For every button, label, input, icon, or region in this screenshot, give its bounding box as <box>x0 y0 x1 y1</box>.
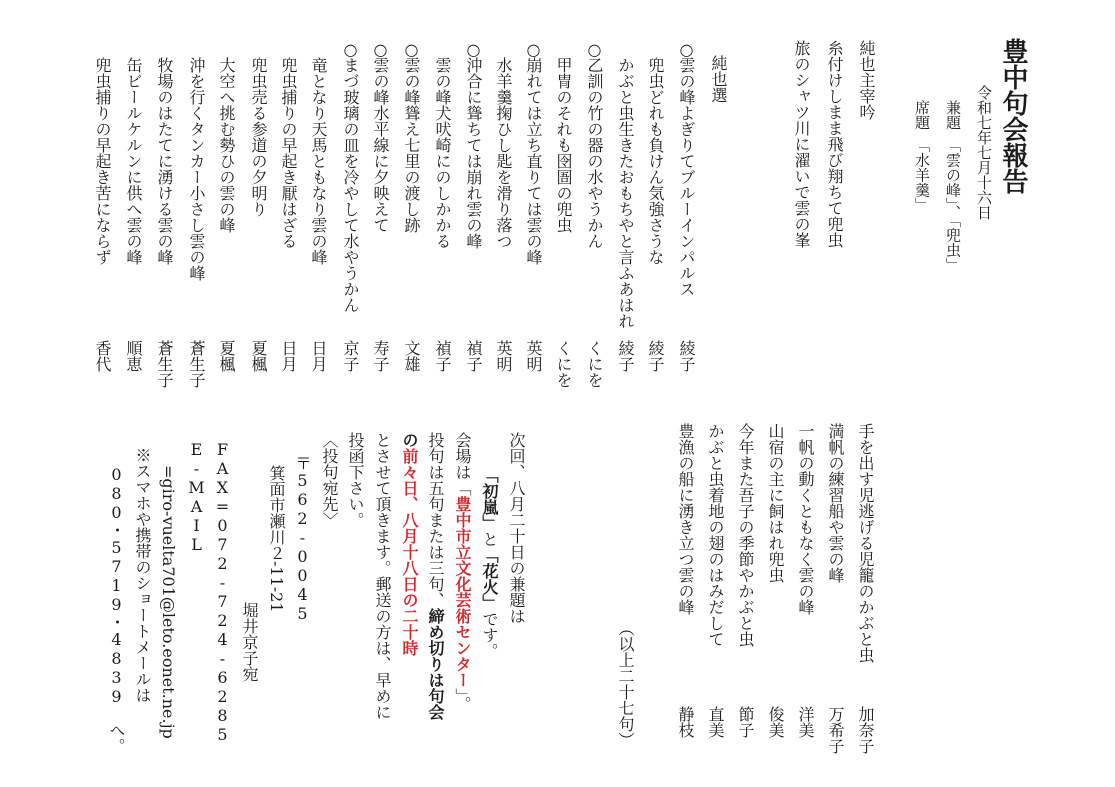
haiku-author: 文雄 <box>402 340 421 372</box>
haiku-text: 竜となり天馬ともなり雲の峰 <box>309 57 328 265</box>
haiku-author: 禎子 <box>464 340 483 372</box>
report-title: 豊中句会報告 <box>998 38 1028 194</box>
haiku-text: かぶと虫生きたおもちやと言ふあはれ <box>616 57 635 329</box>
deadline-label: 締め切りは句会 <box>426 608 445 720</box>
haiku-entry <box>525 40 541 390</box>
haiku-text: 甲冑のそれも囹圄の兜虫 <box>554 57 573 233</box>
sekidai-topic: 席題 「水羊羹」 <box>913 100 931 213</box>
haiku-author: 禎子 <box>433 340 452 372</box>
haiku-text: 缶ビールケルンに供へ雲の峰 <box>124 57 143 265</box>
shusai-haiku: 糸付けしまま飛び翔ちて兜虫 <box>825 40 844 248</box>
haiku-entry <box>767 406 783 756</box>
notice-text: 」。 <box>453 688 472 712</box>
haiku-entry <box>218 40 234 390</box>
haiku-author: くにを <box>585 340 604 388</box>
haiku-entry <box>250 40 266 390</box>
shusai-haiku: 旅のシャツ川に濯いで雲の峯 <box>792 40 811 248</box>
fax-number: FAX=072-724-6285 <box>213 440 232 744</box>
haiku-text: 山宿の主に飼はれ兜虫 <box>766 423 785 583</box>
haiku-text: 今年また吾子の季節やかぶと虫 <box>736 423 755 647</box>
sms-phone-number: 080・5719・4839 へ。 <box>107 465 126 754</box>
email-label: E-MAIL <box>187 440 206 554</box>
haiku-text: 兜虫売る参道の夕明り <box>249 57 268 217</box>
haiku-author: 香代 <box>93 340 112 372</box>
haiku-author: 夏楓 <box>249 340 268 372</box>
next-kendai-2: 「花火」 <box>480 547 499 611</box>
kendai-topics: 兼題 「雲の峰」、「兜虫」 <box>944 100 962 273</box>
recipient-name: 堀井京子宛 <box>240 602 259 682</box>
haiku-author: 日月 <box>309 340 328 372</box>
haiku-author: 英明 <box>494 340 513 372</box>
haiku-text: かぶと虫着地の翅のはみだして <box>706 423 725 647</box>
notice-line <box>374 432 390 720</box>
email-address: =giro-vuelta701@leto.eonet.ne.jp <box>159 465 178 739</box>
notice-text: と <box>480 531 499 547</box>
haiku-entry <box>677 406 693 756</box>
haiku-entry <box>403 40 419 390</box>
haiku-text: まづ玻璃の皿を冷やして水やうかん <box>341 57 360 313</box>
notice-text: 投句は五句または三句、 <box>426 432 445 608</box>
haiku-text: 乙訓の竹の器の水やうかん <box>585 57 604 249</box>
haiku-entry <box>586 40 602 390</box>
meeting-date: 令和七年七月十六日 <box>975 85 993 220</box>
haiku-text: 満帆の練習船や雲の峰 <box>826 423 845 583</box>
haiku-text: 兜虫捕りの早起き厭はざる <box>279 57 298 249</box>
haiku-entry <box>156 40 172 390</box>
haiku-entry <box>737 406 753 756</box>
notice-text: 会場は「 <box>453 432 472 496</box>
haiku-text: 手を出す児逃げる児籠のかぶと虫 <box>856 423 875 663</box>
haiku-entry <box>465 40 481 390</box>
sms-note: ※スマホや携帯のショートメールは <box>133 447 152 703</box>
shusai-heading: 純也主宰吟 <box>857 40 876 120</box>
haiku-text: 牧場のはたてに湧ける雲の峰 <box>155 57 174 265</box>
haiku-entry <box>280 40 296 390</box>
haiku-author: 蒼生子 <box>187 340 206 388</box>
selection-mark: ○ <box>341 40 360 59</box>
haiku-entry <box>555 40 571 390</box>
haiku-entry <box>678 40 694 390</box>
haiku-text: 兜虫どれも負けん気強さうな <box>646 57 665 265</box>
selection-heading: 純也選 <box>709 55 728 103</box>
haiku-author: 綾子 <box>616 340 635 372</box>
notice-line <box>347 432 363 528</box>
haiku-author: 静枝 <box>676 706 695 738</box>
haiku-author: 万希子 <box>826 706 845 754</box>
haiku-author: 俊美 <box>766 706 785 738</box>
haiku-author: くにを <box>554 340 573 388</box>
selection-mark: ○ <box>371 40 390 59</box>
notice-line <box>427 432 443 720</box>
notice-text: です。 <box>480 611 499 659</box>
haiku-text: 一帆の動くともなく雲の峰 <box>796 423 815 615</box>
haiku-entry <box>342 40 358 390</box>
haiku-text: 豊漁の船に湧き立つ雲の峰 <box>676 423 695 615</box>
haiku-text: 大空へ挑む勢ひの雲の峰 <box>217 57 236 233</box>
haiku-entry <box>647 40 663 390</box>
haiku-entry <box>797 406 813 756</box>
haiku-author: 直美 <box>706 706 725 738</box>
haiku-entry <box>827 406 843 756</box>
haiku-author: 加奈子 <box>856 706 875 754</box>
haiku-text: 兜虫捕りの早起き苦にならず <box>93 57 112 265</box>
selection-mark: ○ <box>464 40 483 59</box>
deadline-date: 前々日、八月十八日の二十時 <box>400 448 419 656</box>
haiku-author: 英明 <box>524 340 543 372</box>
haiku-entry <box>857 406 873 756</box>
haiku-author: 節子 <box>736 706 755 738</box>
notice-line <box>454 432 470 712</box>
selection-mark: ○ <box>524 40 543 59</box>
venue-name: 豊中市立文化芸術センター <box>453 496 472 688</box>
selection-mark: ○ <box>677 40 696 59</box>
haiku-text: 沖合に聳ちては崩れ雲の峰 <box>464 57 483 249</box>
haiku-author: 蒼生子 <box>155 340 174 388</box>
next-kendai-1: 「初嵐」 <box>480 467 499 531</box>
notice-text: 次回、八月二十日の兼題は <box>507 432 526 624</box>
haiku-entry <box>707 406 723 756</box>
haiku-author: 綾子 <box>677 340 696 372</box>
haiku-author: 夏楓 <box>217 340 236 372</box>
haiku-entry <box>434 40 450 390</box>
haiku-text: 雲の峰犬吠崎にのしかかる <box>433 57 452 249</box>
haiku-entry <box>310 40 326 390</box>
selection-mark: ○ <box>402 40 421 59</box>
notice-line <box>401 432 417 656</box>
street-address: 箕面市瀬川２-11-21 <box>267 465 286 613</box>
deadline-label: の <box>400 432 419 448</box>
address-heading: 〈投句宛先〉 <box>320 432 339 528</box>
haiku-text: 水羊羹掬ひし匙を滑り落つ <box>494 57 513 249</box>
postal-code: 〒562-0045 <box>293 455 312 623</box>
haiku-author: 日月 <box>279 340 298 372</box>
haiku-entry <box>617 40 633 390</box>
notice-line <box>508 432 524 624</box>
haiku-text: 沖を行くタンカー小さし雲の峰 <box>187 57 206 281</box>
haiku-entry <box>495 40 511 390</box>
haiku-text: 雲の峰水平線に夕映えて <box>371 57 390 233</box>
haiku-author: 洋美 <box>796 706 815 738</box>
haiku-text: 雲の峰聳え七里の渡し跡 <box>402 57 421 233</box>
haiku-entry <box>188 40 204 390</box>
notice-text: 投函下さい。 <box>346 432 365 528</box>
selection-mark: ○ <box>585 40 604 59</box>
haiku-entry <box>372 40 388 390</box>
haiku-entry <box>94 40 110 390</box>
notice-line <box>481 467 497 659</box>
haiku-text: 崩れては立ち直りては雲の峰 <box>524 57 543 265</box>
haiku-entry <box>125 40 141 390</box>
haiku-author: 綾子 <box>646 340 665 372</box>
haiku-author: 順恵 <box>124 340 143 372</box>
selection-total: （以上二十七句） <box>616 620 635 748</box>
notice-text: とさせて頂きます。郵送の方は、早めに <box>373 432 392 720</box>
haiku-author: 寿子 <box>371 340 390 372</box>
haiku-author: 京子 <box>341 340 360 372</box>
haiku-text: 雲の峰よぎりてブルーインパルス <box>677 57 696 297</box>
